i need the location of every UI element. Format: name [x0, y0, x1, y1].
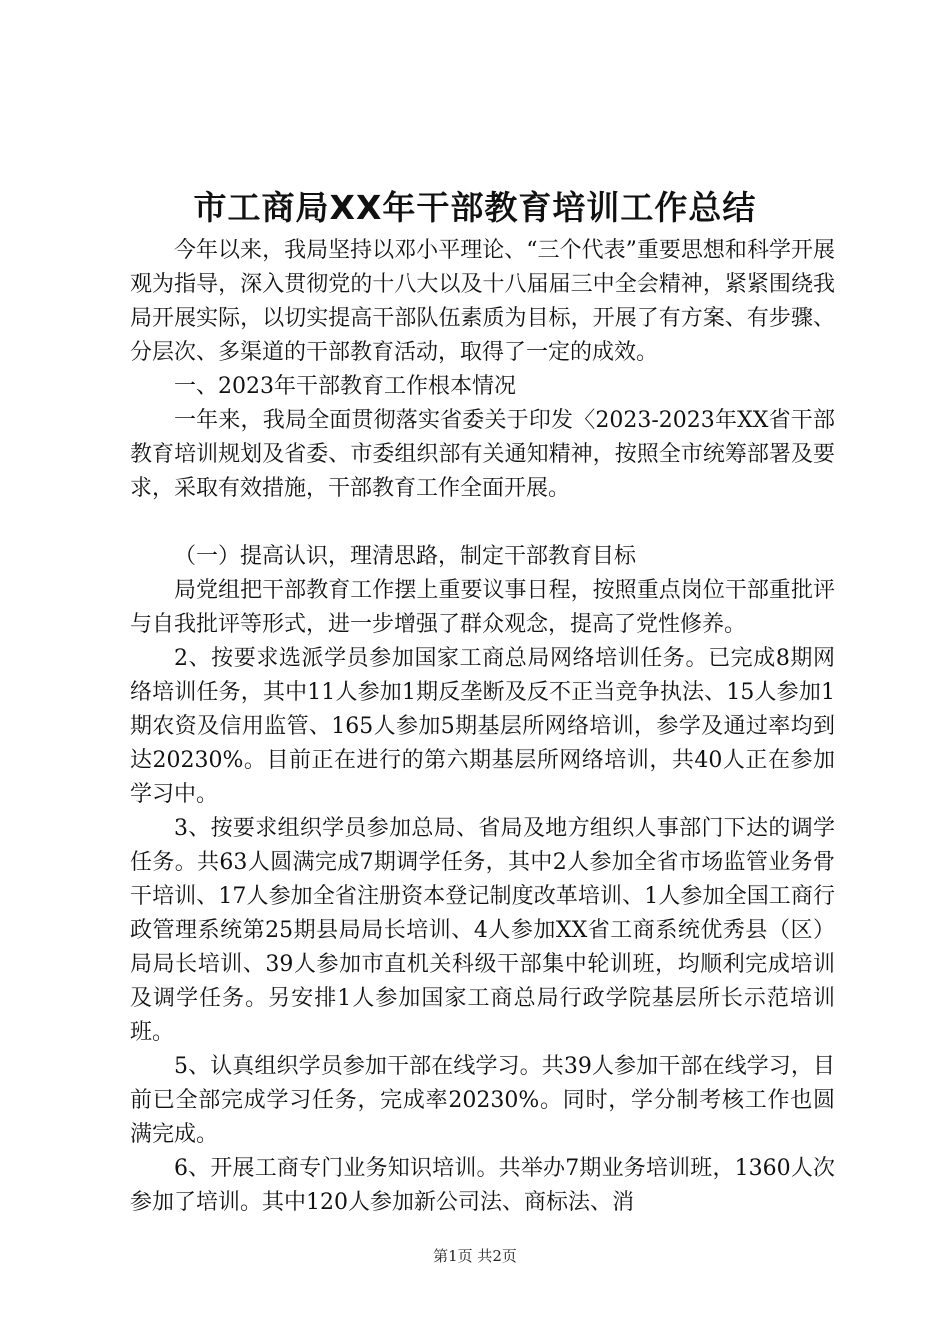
page-footer: 第1页 共2页	[433, 1247, 517, 1265]
paragraph-item-6: 6、开展工商专门业务知识培训。共举办7期业务培训班，1360人次参加了培训。其中120人参加新公司法、商标法、消	[130, 1156, 836, 1215]
paragraph-overview: 一年来，我局全面贯彻落实省委关于印发〈2023-2023年XX省干部教育培训规划及省委、市委组织部有关通知精神，按照全市统筹部署及要求，采取有效措施，干部教育工作全面开展。	[130, 408, 835, 501]
section-heading-1: 一、2023年干部教育工作根本情况	[174, 374, 516, 399]
paragraph-intro: 今年以来，我局坚持以邓小平理论、“三个代表”重要思想和科学开展观为指导，深入贯彻党的十八大以及十八届届三中全会精神，紧紧围绕我局开展实际，以切实提高干部队伍素质为目标，开展了有方案、有步骤、分层次、多渠道的干部教育活动，取得了一定的成效。	[130, 238, 835, 365]
paragraph-item-2: 2、按要求选派学员参加国家工商总局网络培训任务。已完成8期网络培训任务，其中11人参加1期反垄断及反不正当竞争执法、15人参加1期农资及信用监管、165人参加5期基层所网络培训，参学及通过率均到达20230%。目前正在进行的第六期基层所网络培训，共40人正在参加学习中。	[130, 646, 835, 807]
paragraph-item-3: 3、按要求组织学员参加总局、省局及地方组织人事部门下达的调学任务。共63人圆满完成7期调学任务，其中2人参加全省市场监管业务骨干培训、17人参加全省注册资本登记制度改革培训、1人参加全国工商行政管理系统第25期县局局长培训、4人参加XX省工商系统优秀县（区）局局长培训、39人参加市直机关科级干部集中轮训班，均顺利完成培训及调学任务。另安排1人参加国家工商总局行政学院基层所长示范培训班。	[130, 816, 835, 1045]
subsection-heading-1: （一）提高认识，理清思路，制定干部教育目标	[174, 544, 637, 569]
document-body	[130, 234, 835, 1220]
paragraph-party-group: 局党组把干部教育工作摆上重要议事日程，按照重点岗位干部重批评与自我批评等形式，进一步增强了群众观念，提高了党性修养。	[130, 578, 835, 637]
paragraph-item-5: 5、认真组织学员参加干部在线学习。共39人参加干部在线学习，目前已全部完成学习任务，完成率20230%。同时，学分制考核工作也圆满完成。	[130, 1054, 835, 1147]
document-title: 市工商局XX年干部教育培训工作总结	[193, 188, 757, 227]
